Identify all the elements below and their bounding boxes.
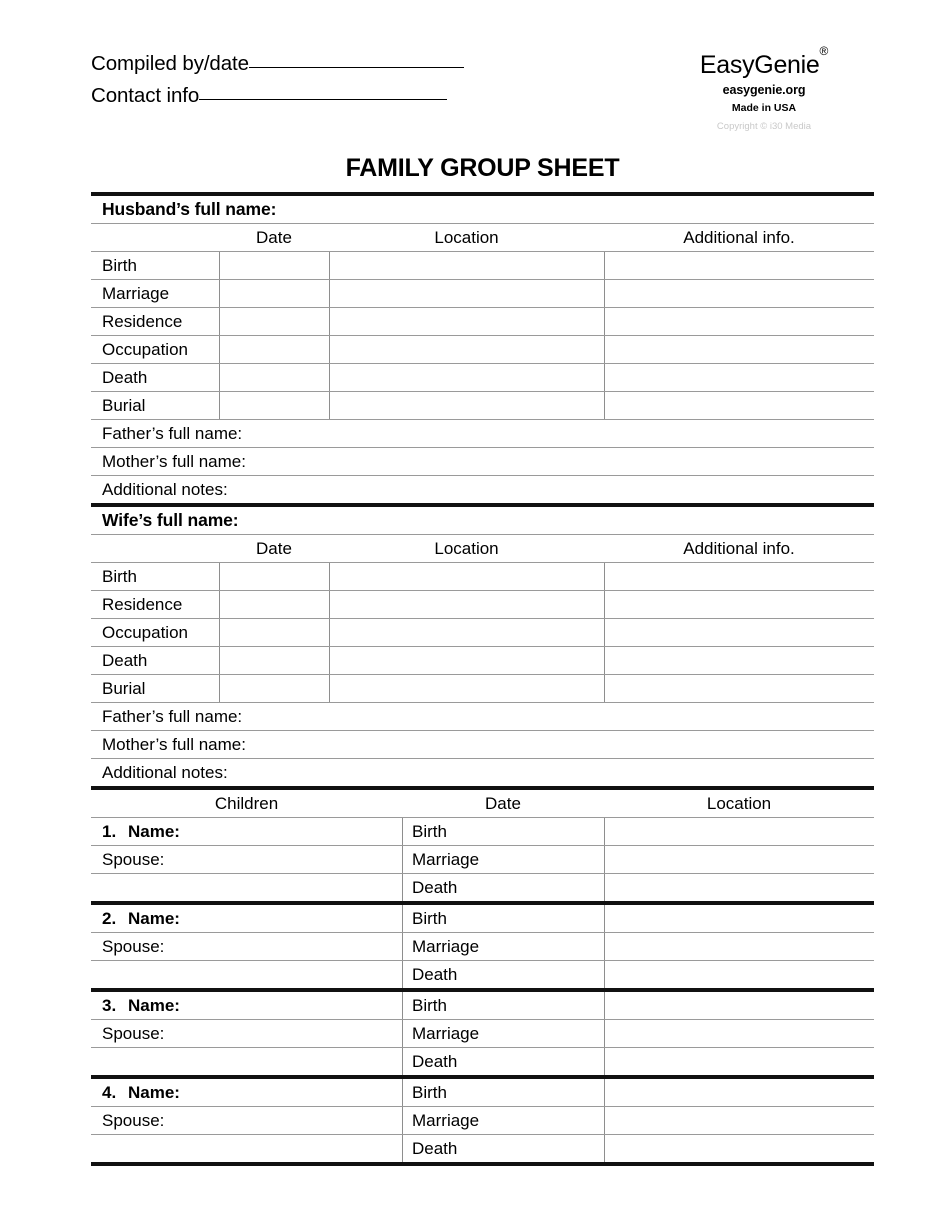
child-spouse-label: Spouse: bbox=[102, 849, 165, 869]
wife-mother-row[interactable] bbox=[91, 731, 874, 758]
made-in-usa-label: Made in USA bbox=[731, 102, 797, 115]
row-label: Occupation bbox=[102, 622, 188, 642]
column-header-location: Location bbox=[434, 227, 499, 247]
row-label: Death bbox=[102, 650, 148, 670]
table-row[interactable] bbox=[91, 961, 874, 988]
location-cell[interactable] bbox=[329, 392, 604, 419]
child-number: 4. bbox=[102, 1082, 117, 1102]
wife-father-row[interactable] bbox=[91, 703, 874, 730]
table-row[interactable] bbox=[91, 308, 874, 335]
location-cell[interactable] bbox=[604, 1020, 874, 1047]
table-row[interactable] bbox=[91, 933, 874, 960]
child-spouse-label: Spouse: bbox=[102, 1023, 165, 1043]
husband-column-headers bbox=[91, 224, 874, 251]
date-cell[interactable] bbox=[219, 308, 329, 335]
table-row[interactable] bbox=[91, 280, 874, 307]
child-blank-cell[interactable] bbox=[91, 1048, 402, 1075]
wife-name-row[interactable] bbox=[91, 507, 874, 534]
column-header-additional-info: Additional info. bbox=[683, 227, 795, 247]
table-row[interactable] bbox=[91, 675, 874, 702]
child-spouse-cell[interactable] bbox=[91, 846, 402, 873]
form-body bbox=[91, 192, 874, 1166]
location-cell[interactable] bbox=[329, 308, 604, 335]
child-number: 1. bbox=[102, 821, 117, 841]
table-row[interactable] bbox=[91, 1079, 874, 1106]
brand-logo bbox=[654, 43, 874, 79]
child-name-cell[interactable] bbox=[91, 905, 402, 932]
compiled-by-field[interactable] bbox=[91, 52, 464, 76]
location-cell[interactable] bbox=[604, 1135, 874, 1162]
column-header-date: Date bbox=[256, 538, 292, 558]
row-label: Burial bbox=[102, 395, 146, 415]
row-label: Burial bbox=[102, 678, 146, 698]
copyright-notice: Copyright © i30 Media bbox=[716, 121, 812, 133]
husband-father-row[interactable] bbox=[91, 420, 874, 447]
table-row[interactable] bbox=[91, 252, 874, 279]
additional-info-cell[interactable] bbox=[604, 675, 874, 702]
brand-name-text: EasyGenie bbox=[699, 51, 820, 79]
wife-notes-row[interactable] bbox=[91, 759, 874, 786]
page-title: FAMILY GROUP SHEET bbox=[345, 154, 620, 182]
child-blank-cell[interactable] bbox=[91, 1135, 402, 1162]
child-event-label: Marriage bbox=[402, 846, 604, 873]
contact-info-label: Contact info bbox=[91, 84, 200, 107]
table-row[interactable] bbox=[91, 1135, 874, 1162]
child-event-label: Death bbox=[402, 1135, 604, 1162]
child-name-label: Name: bbox=[128, 908, 180, 928]
row-label: Occupation bbox=[102, 339, 188, 359]
child-name-cell[interactable] bbox=[91, 1079, 402, 1106]
date-cell[interactable] bbox=[219, 647, 329, 674]
row-label: Marriage bbox=[102, 283, 170, 303]
location-cell[interactable] bbox=[604, 846, 874, 873]
date-cell[interactable] bbox=[219, 252, 329, 279]
table-row[interactable] bbox=[91, 619, 874, 646]
children-column-headers bbox=[91, 790, 874, 817]
child-spouse-cell[interactable] bbox=[91, 933, 402, 960]
additional-info-cell[interactable] bbox=[604, 280, 874, 307]
additional-info-cell[interactable] bbox=[604, 364, 874, 391]
table-row[interactable] bbox=[91, 818, 874, 845]
table-row[interactable] bbox=[91, 992, 874, 1019]
wife-column-headers bbox=[91, 535, 874, 562]
table-row[interactable] bbox=[91, 905, 874, 932]
date-cell[interactable] bbox=[219, 591, 329, 618]
location-cell[interactable] bbox=[329, 364, 604, 391]
table-row[interactable] bbox=[91, 1048, 874, 1075]
additional-info-cell[interactable] bbox=[604, 619, 874, 646]
location-cell[interactable] bbox=[604, 961, 874, 988]
wife-father-label: Father’s full name: bbox=[102, 706, 243, 726]
wife-mother-label: Mother’s full name: bbox=[102, 734, 246, 754]
table-row[interactable] bbox=[91, 392, 874, 419]
table-row[interactable] bbox=[91, 647, 874, 674]
child-event-label: Marriage bbox=[402, 1020, 604, 1047]
wife-name-label: Wife’s full name: bbox=[102, 510, 239, 530]
location-cell[interactable] bbox=[329, 252, 604, 279]
column-header-date: Date bbox=[256, 227, 292, 247]
additional-info-cell[interactable] bbox=[604, 252, 874, 279]
compiled-by-block bbox=[91, 52, 464, 116]
table-row[interactable] bbox=[91, 1020, 874, 1047]
child-name-cell[interactable] bbox=[91, 818, 402, 845]
wife-notes-label: Additional notes: bbox=[102, 762, 228, 782]
row-label: Birth bbox=[102, 566, 137, 586]
location-cell[interactable] bbox=[329, 647, 604, 674]
location-cell[interactable] bbox=[604, 1107, 874, 1134]
table-row[interactable] bbox=[91, 336, 874, 363]
location-cell[interactable] bbox=[329, 280, 604, 307]
brand-block bbox=[654, 43, 874, 133]
child-blank-cell[interactable] bbox=[91, 874, 402, 901]
husband-notes-label: Additional notes: bbox=[102, 479, 228, 499]
row-label: Death bbox=[102, 367, 148, 387]
contact-info-writeline[interactable] bbox=[199, 99, 447, 100]
table-row[interactable] bbox=[91, 563, 874, 590]
date-cell[interactable] bbox=[219, 563, 329, 590]
child-event-label: Birth bbox=[402, 1079, 604, 1106]
additional-info-cell[interactable] bbox=[604, 392, 874, 419]
location-cell[interactable] bbox=[604, 818, 874, 845]
location-cell[interactable] bbox=[604, 1048, 874, 1075]
location-cell[interactable] bbox=[604, 992, 874, 1019]
husband-name-row[interactable] bbox=[91, 196, 874, 223]
column-header-location: Location bbox=[434, 538, 499, 558]
child-name-cell[interactable] bbox=[91, 992, 402, 1019]
form-bottom-rule bbox=[91, 1162, 874, 1166]
table-row[interactable] bbox=[91, 874, 874, 901]
child-number: 2. bbox=[102, 908, 117, 928]
additional-info-cell[interactable] bbox=[604, 647, 874, 674]
location-cell[interactable] bbox=[604, 874, 874, 901]
date-cell[interactable] bbox=[219, 619, 329, 646]
child-name-label: Name: bbox=[128, 1082, 180, 1102]
column-header-date: Date bbox=[485, 793, 521, 813]
child-event-label: Death bbox=[402, 961, 604, 988]
date-cell[interactable] bbox=[219, 392, 329, 419]
child-spouse-cell[interactable] bbox=[91, 1107, 402, 1134]
location-cell[interactable] bbox=[604, 933, 874, 960]
additional-info-cell[interactable] bbox=[604, 591, 874, 618]
child-name-label: Name: bbox=[128, 821, 180, 841]
husband-father-label: Father’s full name: bbox=[102, 423, 243, 443]
husband-name-label: Husband’s full name: bbox=[102, 199, 277, 219]
child-blank-cell[interactable] bbox=[91, 961, 402, 988]
table-row[interactable] bbox=[91, 1107, 874, 1134]
child-event-label: Birth bbox=[402, 905, 604, 932]
date-cell[interactable] bbox=[219, 675, 329, 702]
child-event-label: Marriage bbox=[402, 1107, 604, 1134]
husband-notes-row[interactable] bbox=[91, 476, 874, 503]
compiled-by-writeline[interactable] bbox=[249, 67, 464, 68]
location-cell[interactable] bbox=[604, 905, 874, 932]
date-cell[interactable] bbox=[219, 280, 329, 307]
column-header-location: Location bbox=[706, 793, 772, 813]
child-event-label: Death bbox=[402, 874, 604, 901]
contact-info-field[interactable] bbox=[91, 84, 464, 108]
table-row[interactable] bbox=[91, 591, 874, 618]
child-event-label: Birth bbox=[402, 992, 604, 1019]
row-label: Birth bbox=[102, 255, 137, 275]
husband-mother-row[interactable] bbox=[91, 448, 874, 475]
additional-info-cell[interactable] bbox=[604, 308, 874, 335]
registered-trademark-icon: ® bbox=[819, 43, 829, 58]
location-cell[interactable] bbox=[329, 336, 604, 363]
additional-info-cell[interactable] bbox=[604, 563, 874, 590]
location-cell[interactable] bbox=[329, 563, 604, 590]
husband-mother-label: Mother’s full name: bbox=[102, 451, 246, 471]
row-label: Residence bbox=[102, 594, 183, 614]
location-cell[interactable] bbox=[329, 591, 604, 618]
spacer-cell bbox=[91, 535, 219, 562]
child-name-label: Name: bbox=[128, 995, 180, 1015]
location-cell[interactable] bbox=[604, 1079, 874, 1106]
child-event-label: Birth bbox=[402, 818, 604, 845]
column-header-additional-info: Additional info. bbox=[683, 538, 795, 558]
location-cell[interactable] bbox=[329, 619, 604, 646]
child-spouse-cell[interactable] bbox=[91, 1020, 402, 1047]
table-row[interactable] bbox=[91, 364, 874, 391]
page-header bbox=[91, 43, 874, 152]
compiled-by-label: Compiled by/date bbox=[91, 52, 249, 75]
column-header-children: Children bbox=[214, 793, 279, 813]
child-number: 3. bbox=[102, 995, 117, 1015]
additional-info-cell[interactable] bbox=[604, 336, 874, 363]
child-event-label: Death bbox=[402, 1048, 604, 1075]
row-label: Residence bbox=[102, 311, 183, 331]
child-event-label: Marriage bbox=[402, 933, 604, 960]
date-cell[interactable] bbox=[219, 364, 329, 391]
child-spouse-label: Spouse: bbox=[102, 936, 165, 956]
spacer-cell bbox=[91, 224, 219, 251]
table-row[interactable] bbox=[91, 846, 874, 873]
brand-website: easygenie.org bbox=[722, 83, 806, 98]
location-cell[interactable] bbox=[329, 675, 604, 702]
child-spouse-label: Spouse: bbox=[102, 1110, 165, 1130]
date-cell[interactable] bbox=[219, 336, 329, 363]
